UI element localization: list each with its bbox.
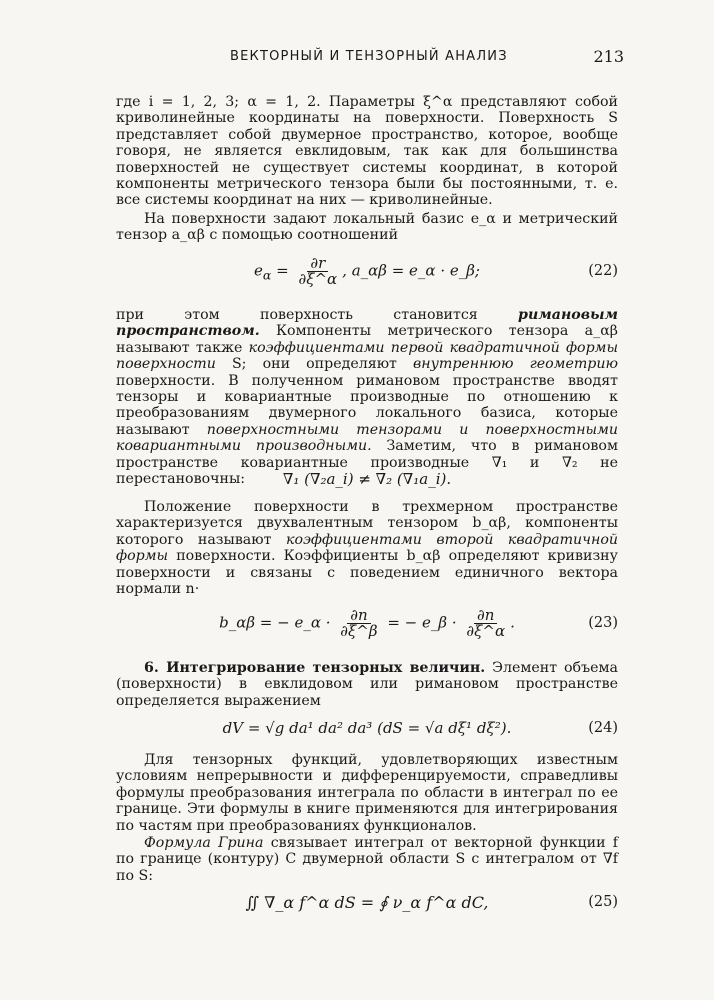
equation-22-expression: $e_\alpha$ = $\frac{\partial r}{\partial\xi\^{}\alpha}$ , a_αβ = e_α · e_β; bbox=[254, 253, 480, 288]
p3-text-i: Заметим, что в римановом пространстве ковариантные производные ∇₁ и ∇₂ не перестановочны: bbox=[116, 438, 618, 488]
equation-25-number: (25) bbox=[588, 894, 618, 910]
eq23-den-1: ∂ξ^β bbox=[340, 621, 378, 640]
paragraph-3 bbox=[116, 307, 618, 487]
paragraph-5 bbox=[116, 660, 618, 709]
p3-text-c: Компоненты метрического тензора a_αβ называют также bbox=[116, 323, 618, 356]
paragraph-7 bbox=[116, 835, 618, 884]
p3-term-riemann: римановым пространством. bbox=[116, 307, 618, 340]
p3-term-first-form: коэффициентами первой квадратичной формы поверхности bbox=[116, 339, 619, 373]
p4-term-second-form: коэффициентами второй квадратичной формы bbox=[116, 531, 619, 565]
eq23-end: . bbox=[510, 613, 515, 631]
eq22-numerator: ∂r bbox=[307, 256, 328, 272]
eq23-lhs: b_αβ = − e_α · bbox=[219, 613, 331, 631]
eq23-fraction-1 bbox=[337, 605, 380, 640]
page-header bbox=[230, 44, 624, 68]
p7-text: связывает интеграл от векторной функции f по границе (контуру) C двумерной области S с интегралом от ∇f по S: bbox=[116, 835, 619, 884]
p3-text-a: при этом поверхность становится bbox=[116, 307, 519, 323]
p3-text-e: S; они определяют bbox=[215, 356, 414, 373]
noncomm-expression: ∇₁ (∇₂a_i) ≠ ∇₂ (∇₁a_i). bbox=[282, 470, 452, 488]
eq23-num-2: ∂n bbox=[474, 608, 497, 624]
p5-text: Элемент объема (поверхности) в евклидовом или римановом пространстве определяется выражением bbox=[116, 660, 618, 709]
eq23-mid: = − e_β · bbox=[387, 613, 457, 631]
eq23-den-2: ∂ξ^α bbox=[466, 621, 506, 640]
p3-text-g: поверхности. В полученном римановом пространстве вводят тензоры и ковариантные производные по отношению к преобразованиям двумерного локального базиса, которые называют bbox=[116, 372, 618, 438]
equation-23 bbox=[116, 606, 618, 640]
equation-24-expression: dV = √g da¹ da² da³ (dS = √a dξ¹ dξ²). bbox=[222, 719, 512, 737]
equation-24 bbox=[116, 711, 618, 745]
green-formula-term: Формула Грина bbox=[144, 835, 264, 851]
eq22-denominator: ∂ξ^α bbox=[298, 269, 338, 288]
p3-term-surface-tensors: поверхностными тензорами и поверхностными ковариантными производными. bbox=[116, 421, 618, 455]
equation-23-number: (23) bbox=[588, 615, 618, 631]
running-title: ВЕКТОРНЫЙ И ТЕНЗОРНЫЙ АНАЛИЗ bbox=[230, 48, 508, 64]
paragraph-1: где i = 1, 2, 3; α = 1, 2. Параметры ξ^α представляют собой криволинейные координаты на поверхности. Поверхность S представляет собой двумерное пространство, которое, вообще говоря, не является евклидовым, так как для большинства поверхностей не существует системы координат, в которой компоненты метрического тензора были бы постоянными, т. е. все системы координат на них — криволинейные. bbox=[116, 94, 618, 209]
eq23-num-1: ∂n bbox=[347, 608, 370, 624]
paragraph-4 bbox=[116, 499, 618, 597]
section-6-heading: 6. Интегрирование тензорных величин. bbox=[144, 660, 486, 676]
equation-25 bbox=[116, 882, 618, 922]
paragraph-2: На поверхности задают локальный базис e_α и метрический тензор a_αβ с помощью соотношений bbox=[116, 211, 618, 244]
paragraph-6: Для тензорных функций, удовлетворяющих известным условиям непрерывности и дифференцируемости, справедливы формулы преобразования интеграла по области в интеграл по ее границе. Эти формулы в книге применяются для интегрирования по частям при преобразованиях функционалов. bbox=[116, 752, 618, 834]
eq23-fraction-2 bbox=[463, 605, 508, 640]
p4-text-c: поверхности. Коэффициенты b_αβ определяют кривизну поверхности и связаны с поведением единичного вектора нормали n· bbox=[116, 548, 618, 598]
eq22-fraction bbox=[295, 253, 340, 288]
p4-text-a: Положение поверхности в трехмерном пространстве характеризуется двухвалентным тензором b_αβ, компоненты которого называют bbox=[116, 499, 618, 548]
eq22-rhs: , a_αβ = e_α · e_β; bbox=[342, 261, 480, 279]
equation-noncommutative bbox=[116, 462, 618, 496]
page-number: 213 bbox=[593, 46, 624, 66]
eq22-lhs: e bbox=[254, 261, 263, 279]
equation-25-expression: ∬ ∇_α f^α dS = ∮ ν_α f^α dC, bbox=[245, 892, 489, 912]
equation-22-number: (22) bbox=[588, 263, 618, 279]
equation-24-number: (24) bbox=[588, 720, 618, 736]
equation-23-expression bbox=[116, 605, 618, 640]
p3-term-intrinsic: внутреннюю геометрию bbox=[413, 356, 619, 373]
equation-22 bbox=[116, 254, 618, 288]
